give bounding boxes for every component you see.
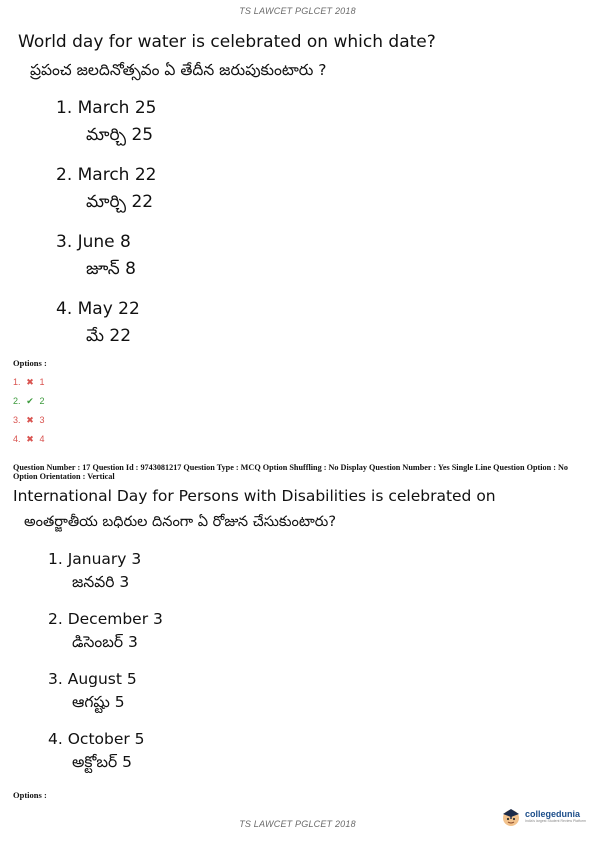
question-1-option-4 (56, 298, 140, 347)
question-2-option-1 (48, 549, 141, 592)
question-1-text-english: World day for water is celebrated on which date? (18, 32, 436, 52)
logo-name: collegedunia (525, 808, 581, 819)
option-label-telugu: మార్చి 22 (86, 192, 154, 212)
option-status-row (13, 430, 45, 449)
check-icon: ✔ (26, 396, 34, 406)
option-label-english: 1. March 25 (56, 98, 157, 118)
collegedunia-logo (500, 805, 586, 827)
option-label-english: 3. August 5 (48, 670, 137, 688)
question-2-meta: Question Number : 17 Question Id : 9743081217 Question Type : MCQ Option Shuffling : No Display Question Number : Yes Single Line Question Option : No Option Orientation : Vertical (13, 463, 568, 481)
question-2-option-4 (48, 729, 145, 772)
option-status-value: 4 (39, 434, 45, 444)
option-status-row (13, 392, 45, 411)
page-footer: TS LAWCET PGLCET 2018 (239, 819, 356, 829)
question-1-text-telugu: ప్రపంచ జలదినోత్సవం ఏ తేదీన జరుపుకుంటారు ? (30, 61, 327, 79)
option-label-telugu: జూన్ 8 (86, 259, 136, 279)
cross-icon: ✖ (26, 377, 34, 387)
option-label-english: 4. October 5 (48, 730, 145, 748)
option-status-value: 3 (39, 415, 45, 425)
question-1-option-3 (56, 231, 136, 280)
question-1-options-heading: Options : (13, 358, 47, 368)
logo-tagline: India's largest Student Review Platform (525, 818, 586, 823)
question-1-option-status-list (13, 373, 45, 449)
option-label-telugu: ఆగష్టు 5 (72, 693, 125, 711)
option-label-english: 4. May 22 (56, 299, 140, 319)
option-status-row (13, 411, 45, 430)
option-status-value: 1 (39, 377, 45, 387)
cross-icon: ✖ (26, 415, 34, 425)
question-2-options-heading: Options : (13, 790, 47, 800)
option-label-telugu: అక్టోబర్ 5 (72, 753, 132, 771)
question-1-option-2 (56, 164, 156, 213)
option-status-value: 2 (39, 396, 45, 406)
question-2-text-telugu: అంతర్జాతీయ బధిరుల దినంగా ఏ రోజున చేసుకుంటారు? (24, 514, 337, 530)
option-label-telugu: మే 22 (86, 326, 132, 346)
option-label-english: 2. March 22 (56, 165, 157, 185)
option-status-number: 2. (13, 396, 21, 406)
mascot-icon (500, 805, 522, 827)
option-label-telugu: మార్చి 25 (86, 125, 154, 145)
question-2-option-3 (48, 669, 137, 712)
option-label-english: 1. January 3 (48, 550, 142, 568)
option-status-row (13, 373, 45, 392)
cross-icon: ✖ (26, 434, 34, 444)
option-label-telugu: డిసెంబర్ 3 (72, 633, 138, 651)
option-status-number: 1. (13, 377, 21, 387)
question-2-text-english: International Day for Persons with Disabilities is celebrated on (13, 487, 496, 505)
option-status-number: 4. (13, 434, 21, 444)
option-status-number: 3. (13, 415, 21, 425)
option-label-english: 3. June 8 (56, 232, 131, 252)
question-1-option-1 (56, 97, 156, 146)
logo-text (525, 809, 586, 824)
option-label-english: 2. December 3 (48, 610, 163, 628)
question-2-option-2 (48, 609, 163, 652)
option-label-telugu: జనవరి 3 (72, 573, 130, 591)
page-header: TS LAWCET PGLCET 2018 (239, 6, 356, 16)
